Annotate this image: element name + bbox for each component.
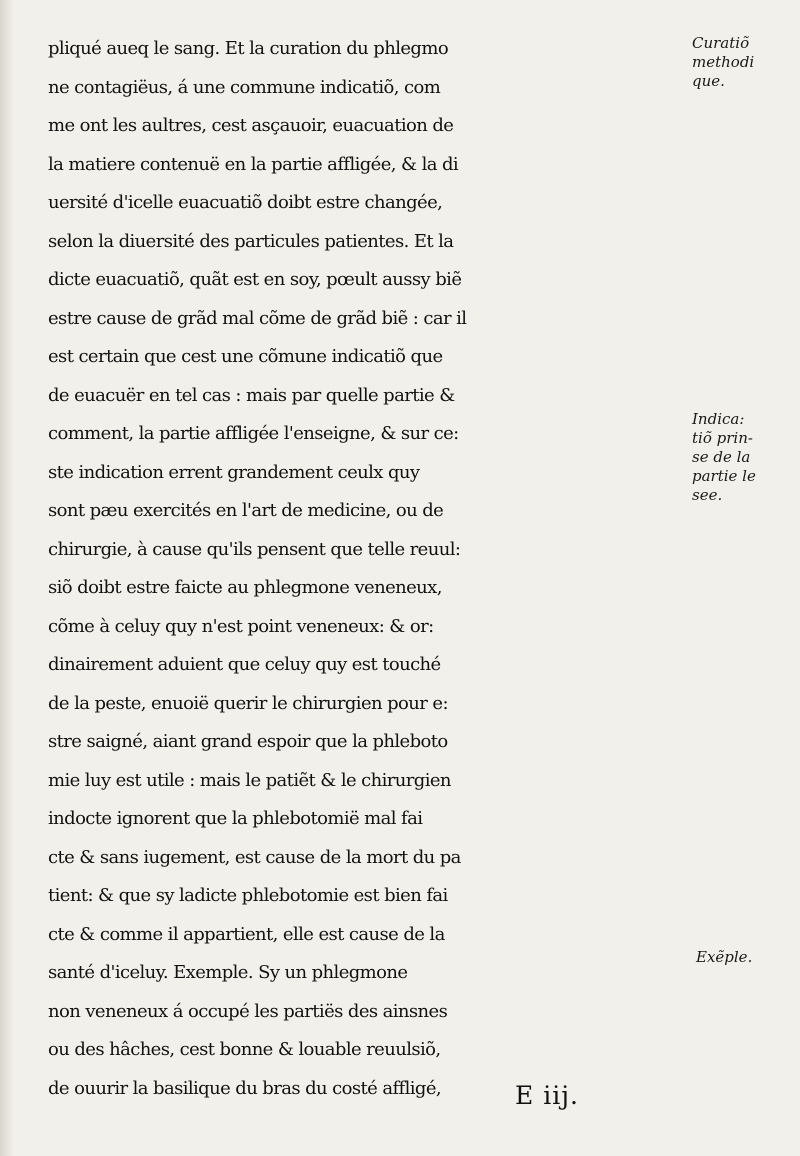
margin-note-line: partie le xyxy=(692,467,756,485)
text-line: cõme à celuy quy n'est point veneneux: & or: xyxy=(48,615,434,637)
margin-note-exemple xyxy=(696,948,752,967)
margin-note-line: methodi xyxy=(692,53,755,71)
text-line: la matiere contenuë en la partie affligée, & la di xyxy=(48,153,459,175)
text-line: de euacuër en tel cas : mais par quelle partie & xyxy=(48,384,455,406)
text-line: dinairement aduient que celuy quy est touché xyxy=(48,654,441,675)
text-line: est certain que cest une cõmune indicatiõ que xyxy=(48,346,443,367)
margin-note-curatio xyxy=(692,34,754,91)
margin-note-line: Curatiõ xyxy=(692,34,750,52)
text-line: cte & sans iugement, est cause de la mort du pa xyxy=(48,846,461,868)
page-gutter-shadow xyxy=(0,0,14,1156)
text-line: mie luy est utile : mais le patiẽt & le chirurgien xyxy=(48,769,451,791)
text-line: tient: & que sy ladicte phlebotomie est bien fai xyxy=(48,885,448,906)
text-line: uersité d'icelle euacuatiõ doibt estre changée, xyxy=(48,192,443,213)
text-line: comment, la partie affligée l'enseigne, & sur ce: xyxy=(48,423,459,444)
text-line: cte & comme il appartient, elle est cause de la xyxy=(48,923,445,945)
signature-mark: E iij. xyxy=(515,1081,579,1110)
margin-note-line: que. xyxy=(692,72,725,90)
text-line: pliqué aueq le sang. Et la curation du phlegmo xyxy=(48,38,449,59)
text-line: indocte ignorent que la phlebotomië mal fai xyxy=(48,808,423,829)
margin-note-line: see. xyxy=(692,486,723,504)
text-line: me ont les aultres, cest asçauoir, euacuation de xyxy=(48,115,454,136)
text-line: ne contagiëus, á une commune indicatiõ, com xyxy=(48,76,441,98)
margin-note-line: tiõ prin- xyxy=(692,429,753,447)
text-line: dicte euacuatiõ, quãt est en soy, pœult aussy biẽ xyxy=(48,269,462,290)
text-line: santé d'iceluy. Exemple. Sy un phlegmone xyxy=(48,962,408,983)
text-line: estre cause de grãd mal cõme de grãd biẽ : car il xyxy=(48,307,467,329)
margin-note-line: Exẽple. xyxy=(696,948,753,966)
text-line: ou des hâches, cest bonne & louable reuulsiõ, xyxy=(48,1039,441,1060)
text-line: stre saigné, aiant grand espoir que la phleboto xyxy=(48,731,448,752)
text-line: sont pæu exercités en l'art de medicine, ou de xyxy=(48,500,444,521)
margin-note-line: se de la xyxy=(692,448,751,466)
text-line: de ouurir la basilique du bras du costé affligé, xyxy=(48,1077,441,1099)
main-text-block xyxy=(48,30,688,1108)
text-line: de la peste, enuoië querir le chirurgien pour e: xyxy=(48,692,448,714)
text-line: non veneneux á occupé les partiës des ainsnes xyxy=(48,1000,448,1022)
text-line: selon la diuersité des particules patientes. Et la xyxy=(48,230,454,252)
text-line: ste indication errent grandement ceulx quy xyxy=(48,461,420,483)
text-line: chirurgie, à cause qu'ils pensent que telle reuul: xyxy=(48,538,461,560)
margin-note-indicatio xyxy=(692,410,756,505)
text-line: siõ doibt estre faicte au phlegmone veneneux, xyxy=(48,577,442,598)
margin-note-line: Indica: xyxy=(692,410,745,428)
